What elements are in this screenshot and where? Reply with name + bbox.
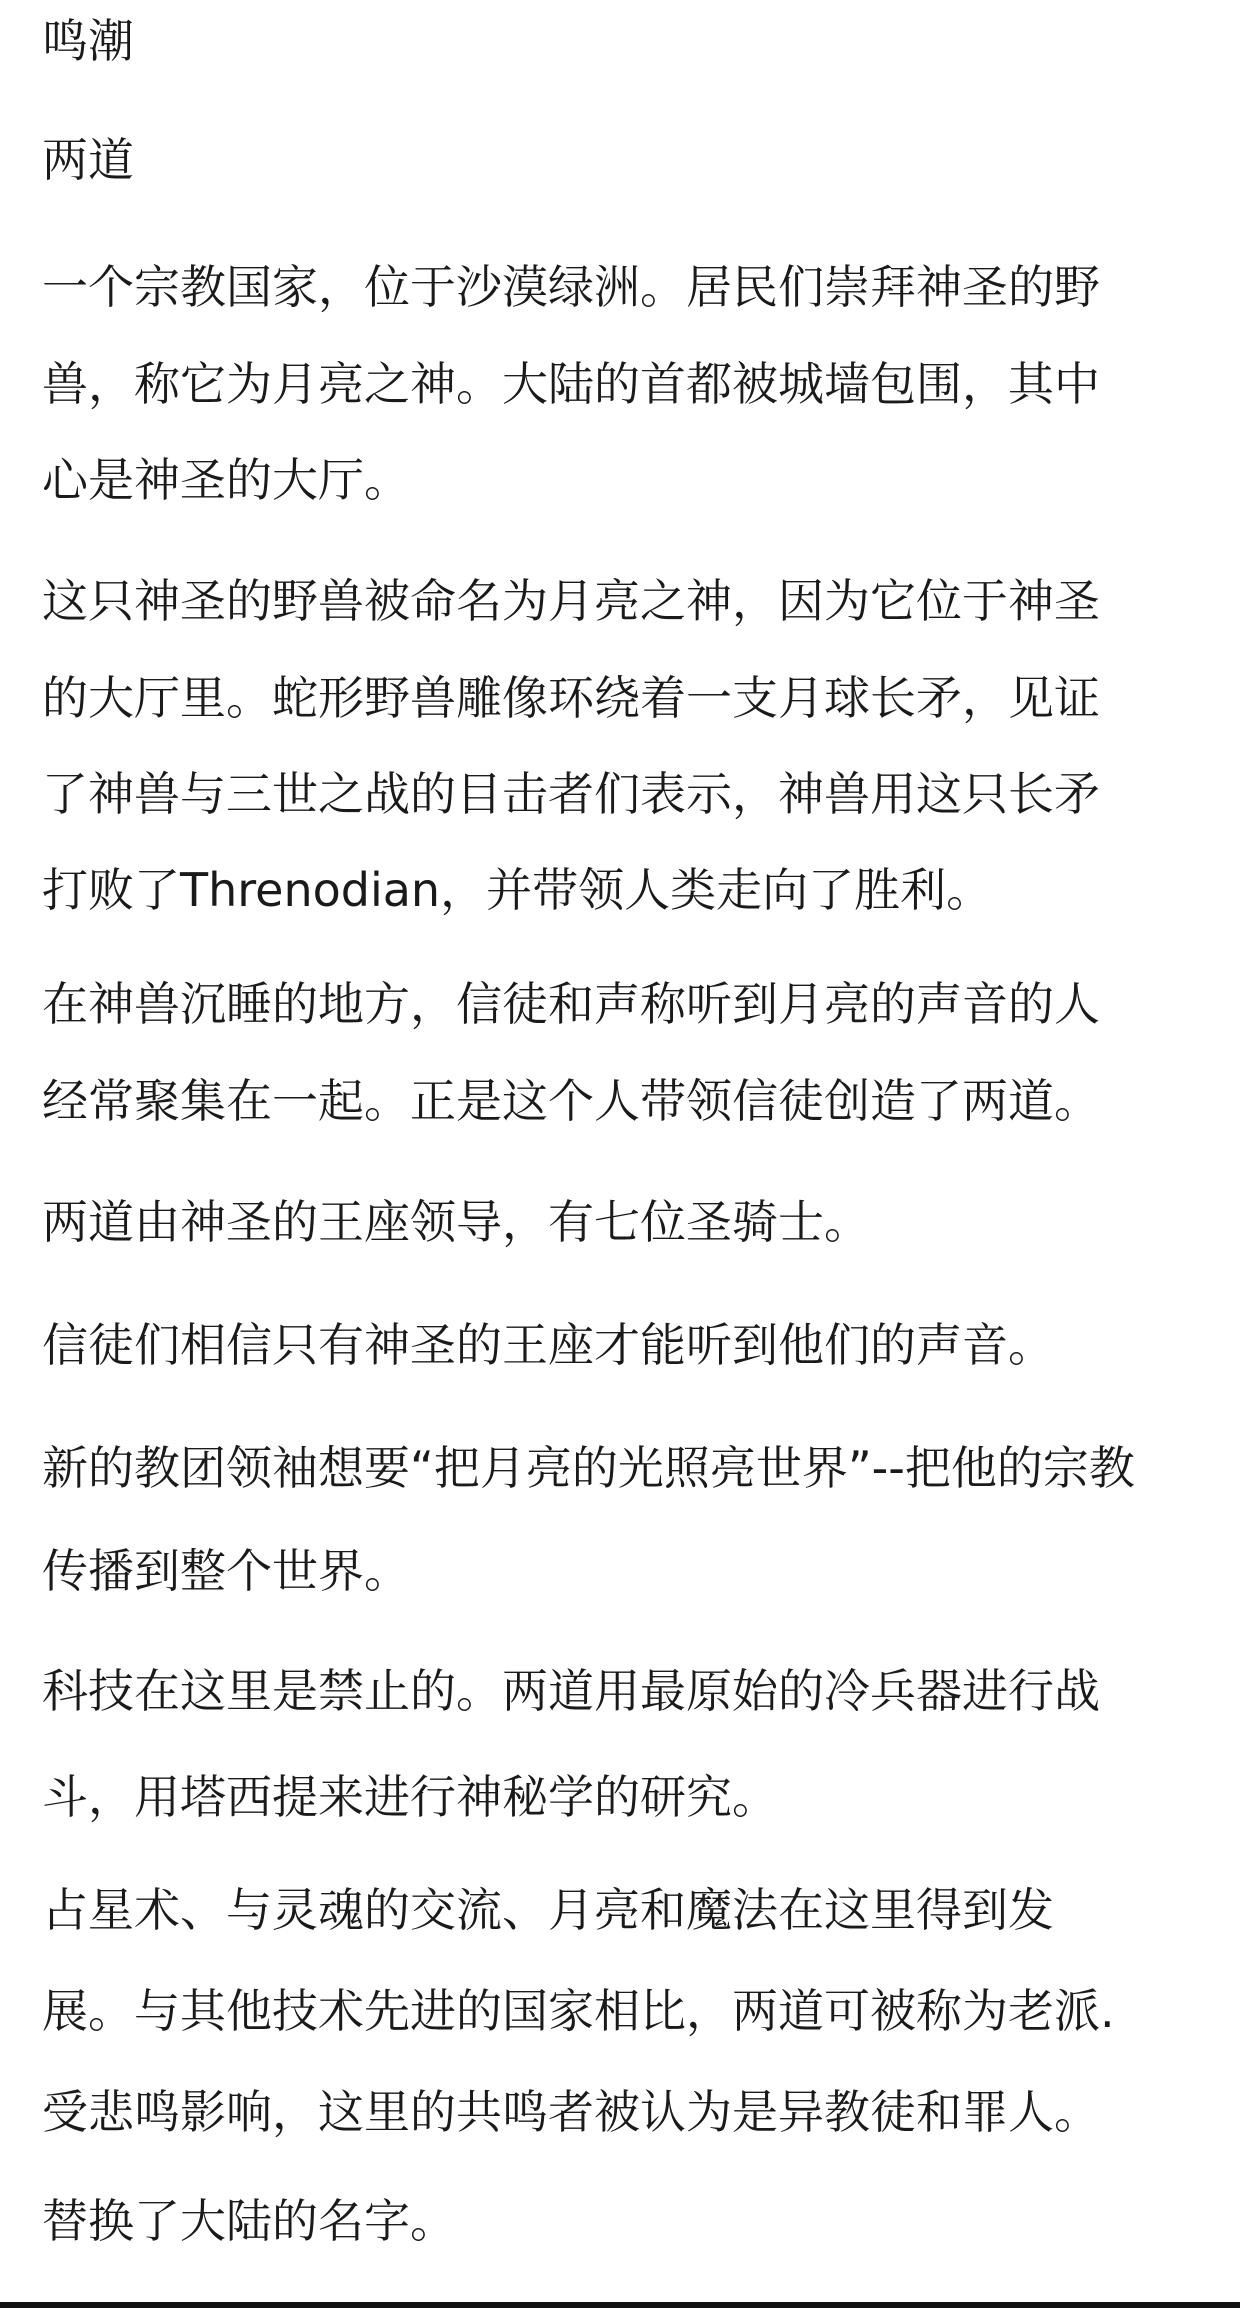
paragraph-line: 受悲鸣影响，这里的共鸣者被认为是异教徒和罪人。	[42, 2085, 1100, 2139]
paragraph-line: 信徒们相信只有神圣的王座才能听到他们的声音。	[42, 1318, 1054, 1372]
paragraph-line: 经常聚集在一起。正是这个人带领信徒创造了两道。	[42, 1074, 1100, 1128]
bottom-divider	[0, 2302, 1240, 2308]
paragraph-line: 在神兽沉睡的地方，信徒和声称听到月亮的声音的人	[42, 977, 1100, 1031]
paragraph-line: 了神兽与三世之战的目击者们表示，神兽用这只长矛	[42, 767, 1100, 821]
document-title: 鸣潮	[42, 14, 134, 68]
paragraph-line: 两道由神圣的王座领导，有七位圣骑士。	[42, 1195, 870, 1249]
paragraph-line: 一个宗教国家，位于沙漠绿洲。居民们崇拜神圣的野	[42, 260, 1100, 314]
document-subtitle: 两道	[42, 133, 134, 187]
paragraph-line: 心是神圣的大厅。	[42, 453, 410, 507]
paragraph-line: 替换了大陆的名字。	[42, 2194, 456, 2248]
paragraph-line: 这只神圣的野兽被命名为月亮之神，因为它位于神圣	[42, 574, 1100, 628]
paragraph-line: 的大厅里。蛇形野兽雕像环绕着一支月球长矛，见证	[42, 671, 1100, 725]
paragraph-line: 打败了Threnodian，并带领人类走向了胜利。	[42, 863, 993, 917]
paragraph-line: 传播到整个世界。	[42, 1544, 410, 1598]
paragraph-line: 展。与其他技术先进的国家相比，两道可被称为老派.	[42, 1984, 1115, 2038]
paragraph-line: 兽，称它为月亮之神。大陆的首都被城墙包围，其中	[42, 357, 1100, 411]
paragraph-line: 占星术、与灵魂的交流、月亮和魔法在这里得到发	[42, 1883, 1054, 1937]
paragraph-line: 斗，用塔西提来进行神秘学的研究。	[42, 1770, 778, 1824]
paragraph-line: 新的教团领袖想要“把月亮的光照亮世界”--把他的宗教	[42, 1441, 1135, 1495]
paragraph-line: 科技在这里是禁止的。两道用最原始的冷兵器进行战	[42, 1664, 1100, 1718]
